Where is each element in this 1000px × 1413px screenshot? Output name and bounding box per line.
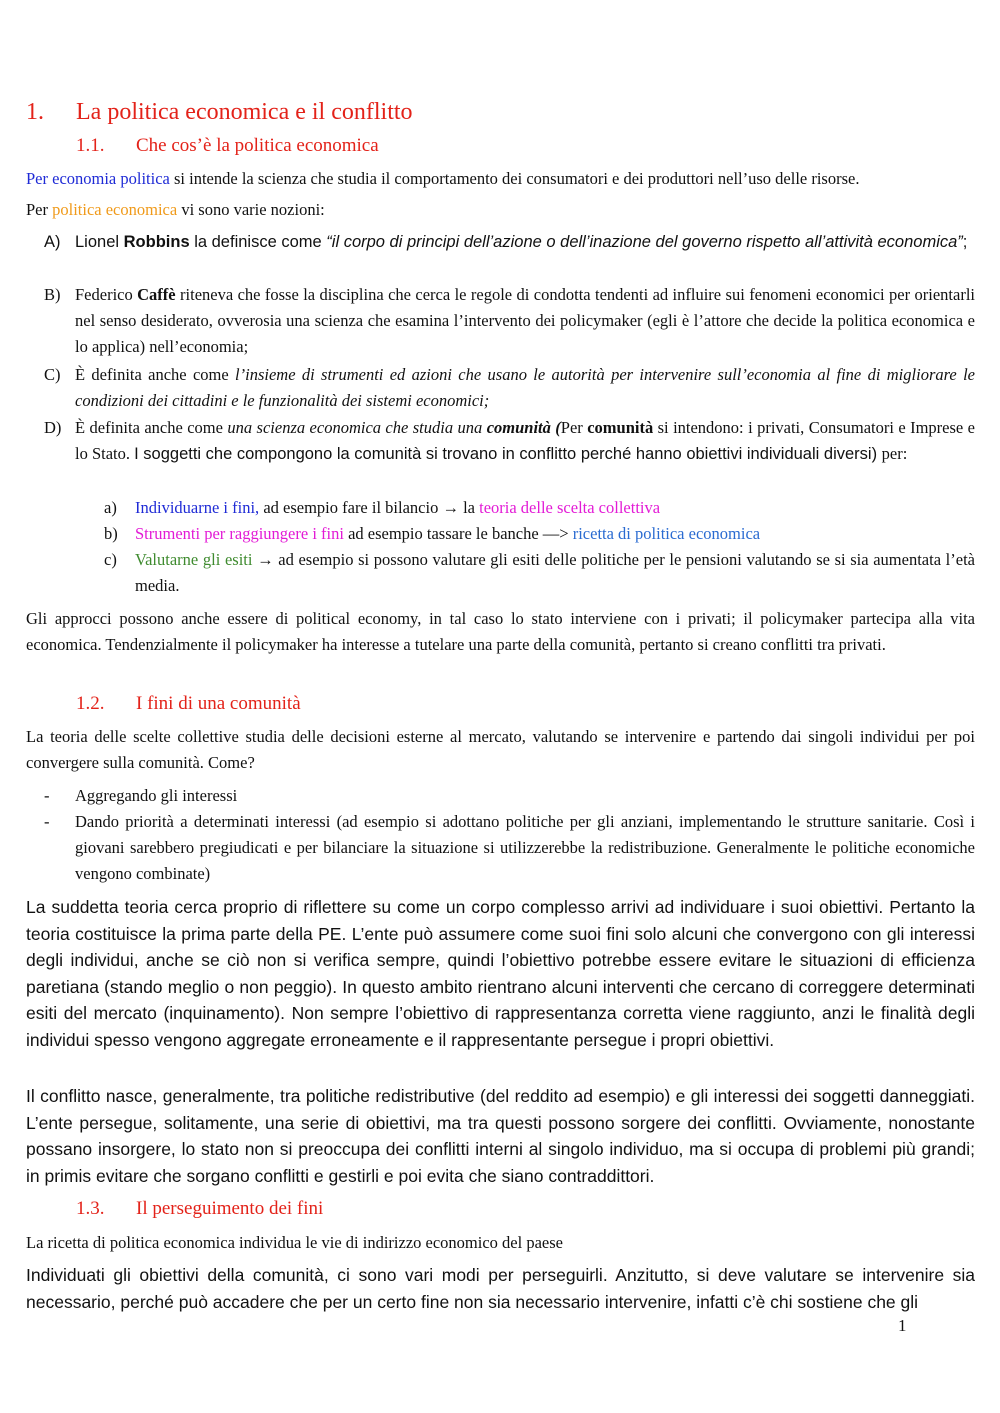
chapter-number: 1. bbox=[26, 99, 44, 125]
section-number: 1.2. bbox=[76, 693, 105, 714]
paragraph-obiettivi: Individuati gli obiettivi della comunità, ci sono vari modi per perseguirli. Anzitutto, si deve valutare se intervenire sia necessario, perché può accadere che per un certo fine non sia necessario intervenire, infatti c’è chi sostiene che gli bbox=[26, 1265, 975, 1312]
list-item-b bbox=[44, 282, 975, 360]
colored-term: Valutarne gli esiti bbox=[135, 550, 253, 569]
paragraph-ricetta: La ricetta di politica economica individua le vie di indirizzo economico del paese bbox=[26, 1233, 563, 1252]
paragraph-conflitto: Il conflitto nasce, generalmente, tra politiche redistributive (del reddito ad esempio) e gli interessi dei soggetti danneggiati. L’ente persegue, solitamente, una serie di obiettivi, ma tra questi possono sorgere dei conflitti. Ovviamente, nonostante possano insorgere, lo stato non si preoccupa dei conflitti interni al singolo individuo, ma si occupa di problemi più grandi; in primis evitare che sorgano conflitti e gestirli e poi evita che siano contraddittori. bbox=[26, 1086, 975, 1186]
colored-term: Individuarne i fini, bbox=[135, 498, 260, 517]
term-economia-politica: Per economia politica bbox=[26, 169, 170, 188]
paragraph-political-economy: Gli approcci possono anche essere di political economy, in tal caso lo stato interviene con i privati; il policymaker partecipa alla vita economica. Tendenzialmente il policymaker ha interesse a tutelare una parte della comunità, pertanto si creano conflitti tra privati. bbox=[26, 609, 975, 654]
item-text: È definita anche come bbox=[75, 418, 228, 437]
list-label: - bbox=[44, 812, 50, 831]
paragraph-text: si intende la scienza che studia il comportamento dei consumatori e dei produttori nell’uso delle risorse. bbox=[169, 169, 860, 188]
chapter-title: La politica economica e il conflitto bbox=[76, 99, 413, 125]
dash-item-1 bbox=[44, 783, 975, 809]
paragraph-teoria: La suddetta teoria cerca proprio di riflettere su come un corpo complesso arrivi ad individuare i suoi obiettivi. Pertanto la teoria costituisce la prima parte della PE. L’ente può assumere come suoi fini solo alcuni che convergono con gli interessi degli individui, anche se ciò non si verifica sempre, quindi l’obiettivo potrebbe essere evitare le situazioni di efficienza paretiana (stando meglio o non peggio). In questo ambito rientrano alcuni interventi che cercano di correggere determinati esiti del mercato (inquinamento). Non sempre l’obiettivo di rappresentanza corretta viene raggiunto, anzi le finalità degli individui spesso vengono aggregate erroneamente e il rappresentante persegue i propri obiettivi. bbox=[26, 897, 975, 1050]
item-text: si intendono: i privati, Consumatori e Imprese e lo Stato. bbox=[75, 418, 975, 463]
paragraph-text: Per bbox=[26, 200, 53, 219]
list-label: b) bbox=[104, 524, 118, 543]
section-number: 1.3. bbox=[76, 1198, 105, 1219]
list-item-d bbox=[44, 415, 975, 467]
section-title: I fini di una comunità bbox=[136, 693, 301, 714]
page-number: 1 bbox=[898, 1316, 907, 1335]
paragraph-text: vi sono varie nozioni: bbox=[177, 200, 325, 219]
colored-term: ricetta di politica economica bbox=[572, 524, 761, 543]
definition-italic: l’insieme di strumenti ed azioni che usano le autorità per intervenire sull’economia al fine di migliorare le condizioni dei cittadini e le funzionalità dei sistemi economici; bbox=[75, 365, 975, 410]
term-comunita: comunità ( bbox=[486, 418, 561, 437]
item-text: riteneva che fosse la disciplina che cerca le regole di condotta tendenti ad influire sui fenomeni economici per orientarli nel senso desiderato, ovverosia una scienza che esamina l’intervento dei policymaker (egli è l’attore che decide la politica economica e lo applica) nell’economia; bbox=[75, 285, 975, 356]
list-label: - bbox=[44, 786, 50, 805]
sub-item-c bbox=[104, 547, 975, 599]
section-title: Il perseguimento dei fini bbox=[136, 1198, 324, 1219]
paragraph-economia-politica bbox=[26, 166, 975, 192]
colored-term: teoria delle scelta collettiva bbox=[479, 498, 661, 517]
item-text: ad esempio tassare le banche —> bbox=[343, 524, 573, 543]
item-text: ; bbox=[962, 233, 968, 251]
chapter-heading bbox=[26, 96, 413, 128]
list-label: a) bbox=[104, 498, 117, 517]
definition-italic: una scienza economica che studia una bbox=[227, 418, 487, 437]
item-text-sans: I soggetti che compongono la comunità si trovano in conflitto perché hanno obiettivi individuali diversi) bbox=[134, 445, 882, 463]
list-item-a bbox=[44, 229, 975, 255]
item-text: per: bbox=[881, 444, 908, 463]
definition-quote: “il corpo di principi dell’azione o dell’inazione del governo rispetto all’attività economica” bbox=[326, 233, 963, 251]
list-label: C) bbox=[44, 365, 61, 384]
term-politica-economica: politica economica bbox=[52, 200, 178, 219]
section-number: 1.1. bbox=[76, 135, 105, 156]
item-text: Aggregando gli interessi bbox=[75, 786, 238, 805]
item-text: Federico bbox=[75, 285, 138, 304]
item-text: ad esempio fare il bilancio → la bbox=[259, 498, 480, 517]
list-label: A) bbox=[44, 233, 61, 251]
item-text: Lionel bbox=[75, 233, 124, 251]
item-text: Dando priorità a determinati interessi (ad esempio si adottano politiche per gli anziani, implementando le strutture sanitarie. Così i giovani sarebbero pregiudicati e per bilanciare la situazione si utilizzerebbe la redistribuzione. Generalmente le politiche economiche vengono combinate) bbox=[75, 812, 975, 883]
list-label: c) bbox=[104, 550, 117, 569]
author-name: Robbins bbox=[123, 233, 190, 251]
sub-item-b bbox=[104, 521, 975, 547]
item-text: la definisce come bbox=[189, 233, 327, 251]
paragraph-scelte-collettive: La teoria delle scelte collettive studia delle decisioni esterne al mercato, valutando se intervenire e partendo dai singoli individui per poi convergere sulla comunità. Come? bbox=[26, 727, 975, 772]
colored-term: Strumenti per raggiungere i fini bbox=[135, 524, 344, 543]
paragraph-politica-economica bbox=[26, 197, 975, 223]
term-comunita-bold: comunità bbox=[587, 418, 654, 437]
section-heading-1-1 bbox=[76, 133, 379, 159]
list-item-c bbox=[44, 362, 975, 414]
item-text: È definita anche come bbox=[75, 365, 236, 384]
section-title: Che cos’è la politica economica bbox=[136, 135, 379, 156]
item-text: → ad esempio si possono valutare gli esiti delle politiche per le pensioni valutando se si sia aumentata l’età media. bbox=[135, 550, 975, 595]
author-name: Caffè bbox=[137, 285, 176, 304]
sub-item-a bbox=[104, 495, 975, 521]
list-label: B) bbox=[44, 285, 61, 304]
item-text: Per bbox=[560, 418, 588, 437]
list-label: D) bbox=[44, 418, 62, 437]
dash-item-2 bbox=[44, 809, 975, 887]
section-heading-1-3 bbox=[76, 1196, 323, 1222]
section-heading-1-2 bbox=[76, 691, 301, 717]
